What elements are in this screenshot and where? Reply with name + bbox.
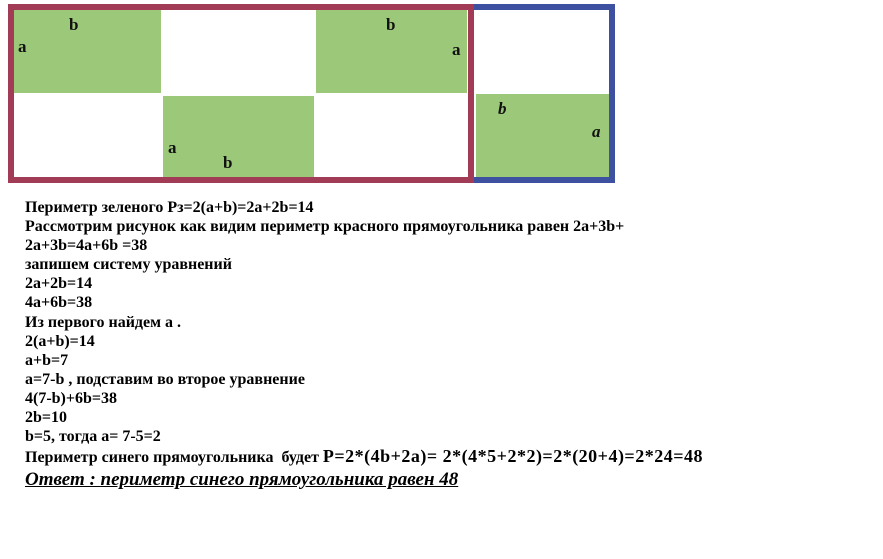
perimeter-prefix: Периметр синего прямоугольника будет	[25, 449, 323, 467]
label-b-top: b	[69, 15, 79, 34]
solution-text-block	[25, 198, 865, 491]
solution-line: 2a+2b=14	[25, 275, 93, 293]
solution-line-blue-perimeter	[25, 446, 865, 468]
label-a-right: a	[452, 40, 461, 59]
solution-line: 4(7-b)+6b=38	[25, 389, 118, 407]
solution-line: Рассмотрим рисунок как видим периметр красного прямоугольника равен 2a+3b+	[25, 218, 625, 236]
solution-line: 2a+3b=4a+6b =38	[25, 237, 148, 255]
solution-line: запишем систему уравнений	[25, 256, 232, 274]
solution-line: a+b=7	[25, 351, 69, 369]
solution-line: a=7-b , подставим во второе уравнение	[25, 370, 305, 388]
solution-line: Периметр зеленого Рз=2(a+b)=2a+2b=14	[25, 199, 314, 216]
green-cell-blue-bottom-right	[476, 94, 609, 177]
rectangles-figure	[0, 0, 883, 190]
green-cell-bottom-middle	[163, 96, 314, 177]
perimeter-math: P=2*(4b+2a)= 2*(4*5+2*2)=2*(20+4)=2*24=48	[322, 446, 703, 467]
solution-line: Из первого найдем а .	[25, 313, 182, 331]
green-cell-top-left	[14, 10, 161, 93]
label-a-right: a	[592, 122, 601, 141]
label-b-top: b	[386, 15, 396, 34]
label-a-left: a	[168, 138, 177, 157]
label-a-left: a	[18, 37, 27, 56]
label-b-bottom: b	[223, 153, 233, 172]
solution-line: 2(a+b)=14	[25, 332, 95, 350]
green-cell-top-right	[316, 10, 467, 93]
answer-line: Ответ : периметр синего прямоугольника равен 48	[25, 469, 459, 491]
solution-line: 4a+6b=38	[25, 294, 93, 312]
solution-line: b=5, тогда a= 7-5=2	[25, 428, 161, 446]
label-b-top: b	[498, 99, 507, 118]
solution-line: 2b=10	[25, 409, 68, 427]
